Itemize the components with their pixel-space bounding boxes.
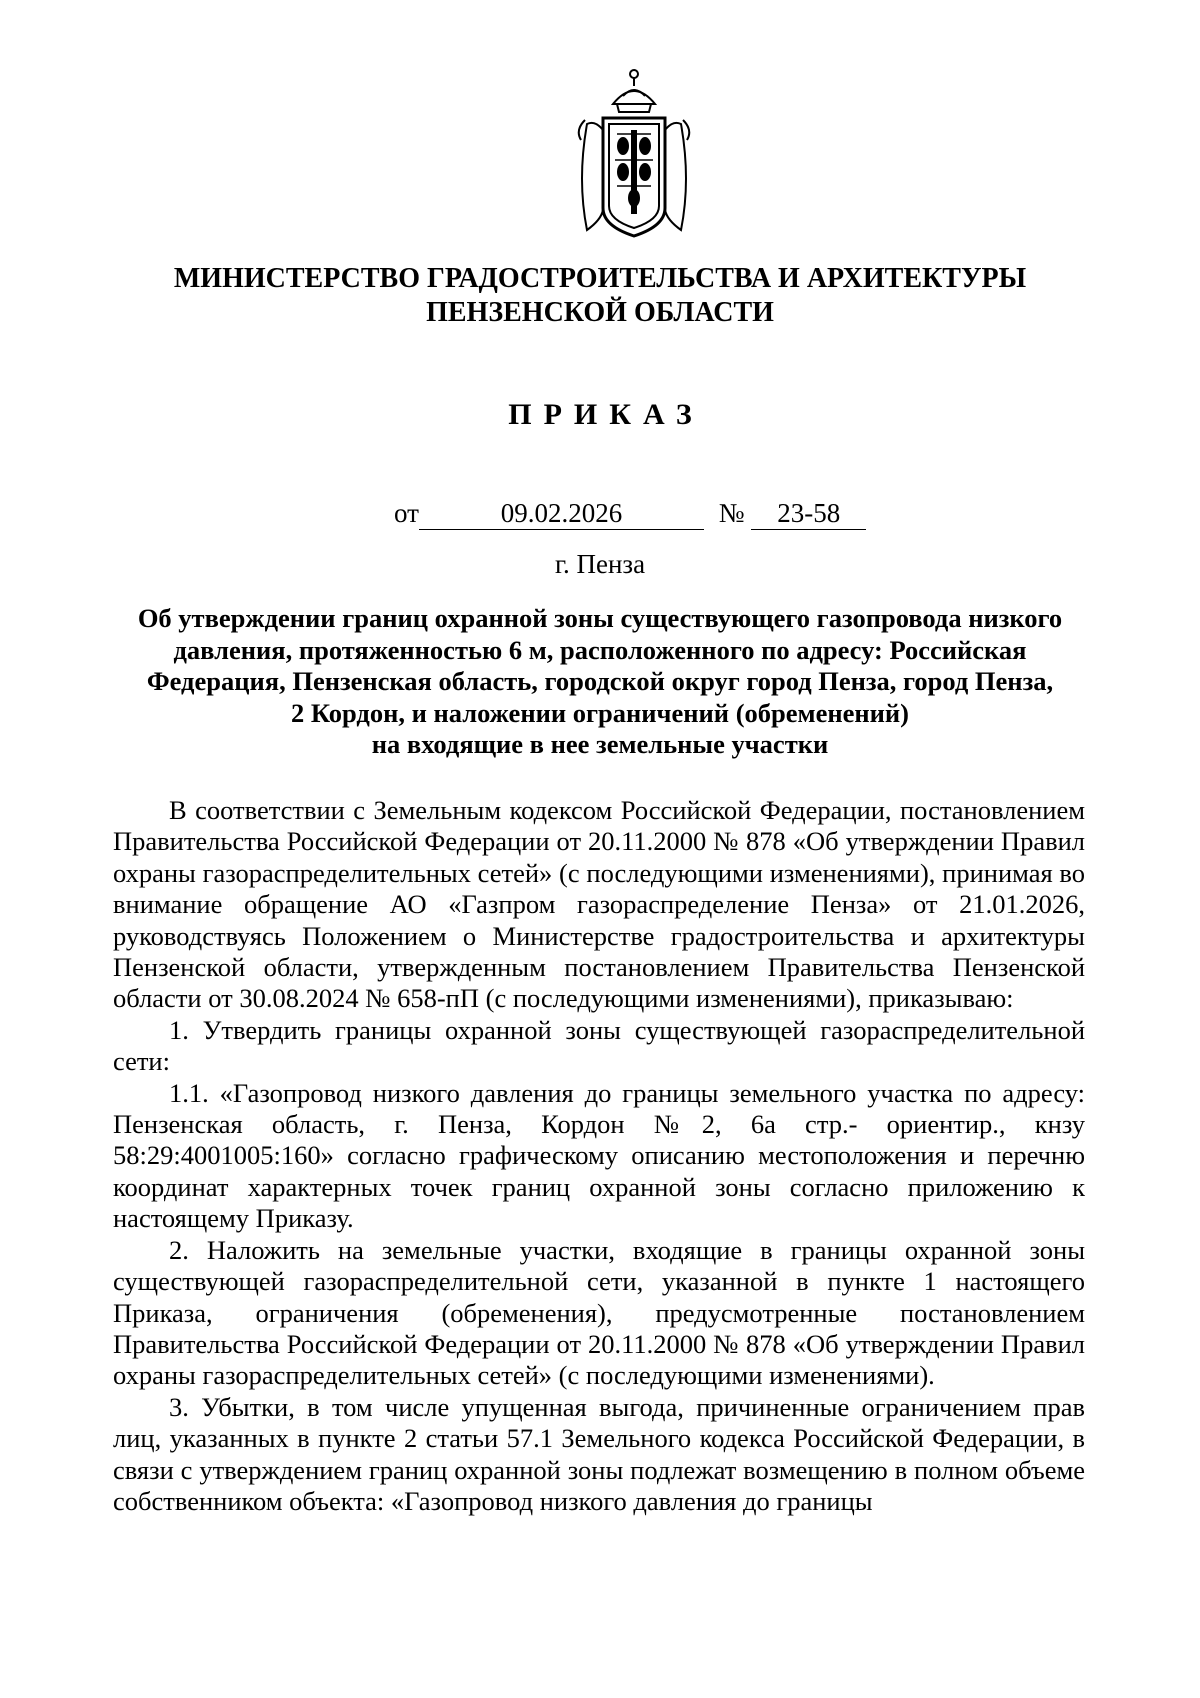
subject-line-4: 2 Кордон, и наложении ограничений (обременений)	[291, 697, 909, 728]
paragraph-item-2: 2. Наложить на земельные участки, входящие в границы охранной зоны существующей газораспределительной сети, указанной в пункте 1 настоящего Приказа, ограничения (обременения), предусмотренные постановлением Правительства Российской Федерации от 20.11.2000 № 878 «Об утверждении Правил охраны газораспределительных сетей» (с последующими изменениями).	[113, 1234, 1085, 1391]
paragraph-preamble: В соответствии с Земельным кодексом Российской Федерации, постановлением Правительства Российской Федерации от 20.11.2000 № 878 «Об утверждении Правил охраны газораспределительных сетей» (с последующими изменениями), принимая во внимание обращение АО «Газпром газораспределение Пенза» от 21.01.2026, руководствуясь Положением о Министерстве градостроительства и архитектуры Пензенской области, утвержденным постановлением Правительства Пензенской области от 30.08.2024 № 658-пП (с последующими изменениями), приказываю:	[113, 795, 1085, 1014]
ministry-name	[100, 262, 1100, 330]
number-label: №	[718, 498, 745, 528]
paragraph-item-1: 1. Утвердить границы охранной зоны существующей газораспределительной сети:	[113, 1014, 1085, 1077]
order-title: ПРИКАЗ	[508, 398, 704, 431]
order-body	[113, 795, 1085, 1517]
paragraph-item-3: 3. Убытки, в том числе упущенная выгода, причиненные ограничением прав лиц, указанных в пункте 2 статьи 57.1 Земельного кодекса Российской Федерации, в связи с утверждением границ охранной зоны подлежат возмещению в полном объеме собственником объекта: «Газопровод низкого давления до границы	[113, 1391, 1085, 1516]
order-subject	[118, 603, 1082, 761]
subject-line-5: на входящие в нее земельные участки	[371, 729, 829, 759]
subject-line-3: Федерация, Пензенская область, городской округ город Пенза, город Пенза,	[146, 666, 1054, 696]
from-label: от	[394, 498, 419, 528]
city: г. Пенза	[554, 549, 646, 579]
ministry-line-1: МИНИСТЕРСТВО ГРАДОСТРОИТЕЛЬСТВА И АРХИТЕКТУРЫ	[173, 263, 1027, 294]
subject-line-2: давления, протяженностью 6 м, расположенного по адресу: Российская	[173, 634, 1027, 665]
subject-line-1: Об утверждении границ охранной зоны существующего газопровода низкого	[137, 603, 1063, 633]
order-number: 23-58	[751, 497, 866, 530]
ministry-line-2: ПЕНЗЕНСКОЙ ОБЛАСТИ	[426, 297, 774, 328]
order-date: 09.02.2026	[419, 497, 704, 530]
paragraph-item-1-1: 1.1. «Газопровод низкого давления до границы земельного участка по адресу: Пензенская область, г. Пенза, Кордон №2, 6а стр.- ориентир., кнзу 58:29:4001005:160» согласно графическому описанию местоположения и перечню координат характерных точек границ охранной зоны согласно приложению к настоящему Приказу.	[113, 1077, 1085, 1234]
order-date-number	[394, 497, 866, 530]
coat-of-arms-icon	[573, 60, 695, 240]
